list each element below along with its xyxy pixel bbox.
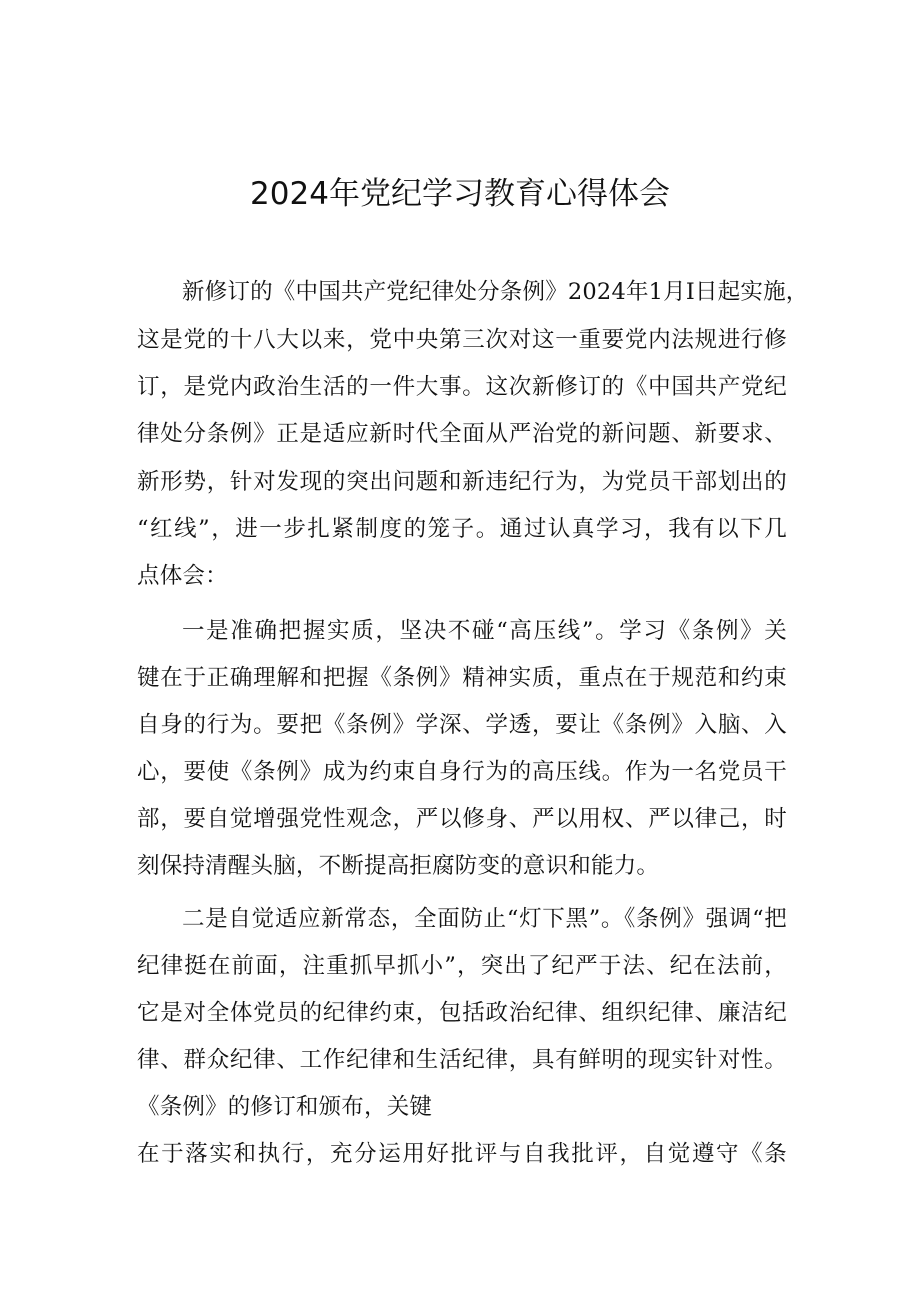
paragraph-line: 纪律挺在前面，注重抓早抓小”，突出了纪严于法、纪在法前， [137,953,787,979]
paragraph-line: 自身的行为。要把《条例》学深、学透，要让《条例》入脑、入 [137,712,787,738]
paragraph-line: 心，要使《条例》成为约束自身行为的高压线。作为一名党员干 [137,759,787,785]
paragraph-line: 律处分条例》正是适应新时代全面从严治党的新问题、新要求、 [137,421,787,447]
paragraph-line: 刻保持清醒头脑，不断提高拒腐防变的意识和能力。 [137,853,660,879]
paragraph-line: 它是对全体党员的纪律约束，包括政治纪律、组织纪律、廉洁纪 [137,1000,787,1026]
page-title: 2024年党纪学习教育心得体会 [250,176,670,212]
paragraph-line: 在于落实和执行，充分运用好批评与自我批评，自觉遵守《条 [137,1141,787,1167]
paragraph-line: 新修订的《中国共产党纪律处分条例》2024年1月I日起实施， [182,279,809,305]
paragraph-line: 这是党的十八大以来，党中央第三次对这一重要党内法规进行修 [137,327,787,353]
paragraph-line: 二是自觉适应新常态，全面防止“灯下黑”。《条例》强调“把 [182,906,787,932]
paragraph-line: 订，是党内政治生活的一件大事。这次新修订的《中国共产党纪 [137,374,787,400]
paragraph-line: 律、群众纪律、工作纪律和生活纪律，具有鲜明的现实针对性。 [137,1047,787,1073]
paragraph-line: 新形势，针对发现的突出问题和新违纪行为，为党员干部划出的 [137,469,787,495]
paragraph-line: 部，要自觉增强党性观念，严以修身、严以用权、严以律己，时 [137,806,787,832]
paragraph-line: “红线”，进一步扎紧制度的笼子。通过认真学习，我有以下几 [137,516,787,542]
paragraph-line: 点体会： [137,563,228,589]
paragraph-line: 《条例》的修订和颁布，关键 [137,1094,433,1120]
paragraph-line: 一是准确把握实质，坚决不碰“高压线”。学习《条例》关 [182,618,787,644]
paragraph-line: 键在于正确理解和把握《条例》精神实质，重点在于规范和约束 [137,665,787,691]
